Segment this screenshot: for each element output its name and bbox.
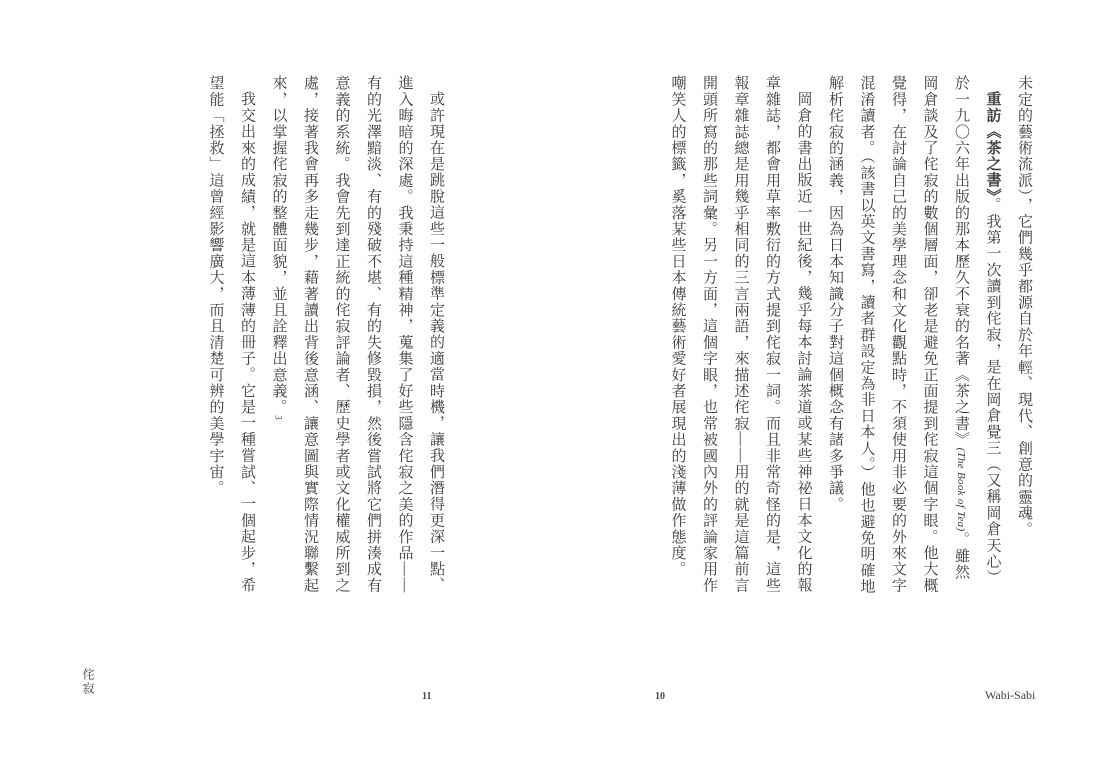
- page-10-text-block: [661, 75, 1039, 595]
- running-title-cjk: 侘寂: [81, 668, 95, 696]
- paragraph-okakura-century: 岡倉的書出版近一世紀後，幾乎每本討論茶道或某些神祕日本文化的報章雜誌，都會用草率敷衍的方式提到侘寂一詞。而且非常奇怪的是，這些報章雜誌總是用幾乎相同的三言兩語，來描述侘寂——用的就是這篇前言開頭所寫的那些詞彙。另一方面，這個字眼，也常被國內外的評論家用作嘲笑人的標籤，奚落某些日本傳統藝術愛好者展現出的淺薄做作態度。: [669, 75, 812, 594]
- page-11-text-block: [199, 75, 451, 595]
- paragraph-text: 。我第一次讀到侘寂，是在岡倉覺三（又稱岡倉天心）於一九〇六年出版的那本歷久不衰的名著《茶之書》: [953, 75, 1001, 586]
- paragraph-text: 。雖然岡倉談及了侘寂的數個層面，卻老是避免正面提到侘寂這個字眼。他大概覺得，在討論自己的美學理念和文化觀點時，不須使用非必要的外來文字混淆讀者。（該書以英文書寫，讀者群設定為非日本人。）他也避免明確地解析侘寂的涵義，因為日本知識分子對這個概念有諸多爭議。: [827, 75, 969, 595]
- english-book-title: (The Book of Tea): [955, 447, 967, 532]
- page-number-11: 11: [422, 691, 432, 702]
- running-title-wabi-sabi: Wabi-Sabi: [985, 688, 1036, 702]
- runin-section-heading: 重訪《茶之書》: [984, 91, 1001, 198]
- paragraph-revisit-book-of-tea: [819, 75, 1008, 595]
- paragraph-this-thin-book: 我交出來的成績，就是這本薄薄的冊子。它是一種嘗試、一個起步，希望能「拯救」這曾經影響廣大，而且清楚可辨的美學宇宙。: [207, 75, 255, 594]
- page-number-10: 10: [655, 691, 665, 702]
- paragraph-dive-deeper: [262, 75, 451, 595]
- footnote-marker: 3: [273, 415, 284, 420]
- paragraph-continuation: 未定的藝術流派），它們幾乎都源自於年輕、現代、創意的靈魂。: [1016, 75, 1032, 538]
- paragraph-text: 或許現在是跳脫這些一般標準定義的適當時機，讓我們潛得更深一點、進入晦暗的深處。我秉持這種精神，蒐集了好些隱含侘寂之美的作品——有的光澤黯淡、有的殘破不堪、有的失修毀損，然後嘗試將它們拼湊成有意義的系統。我會先到達正統的侘寂評論者、歷史學者或文化權威所到之處，接著我會再多走幾步，藉著讀出背後意涵、讓意圖與實際情況聯繫起來，以掌握侘寂的整體面貌，並且詮釋出意義。: [270, 75, 444, 594]
